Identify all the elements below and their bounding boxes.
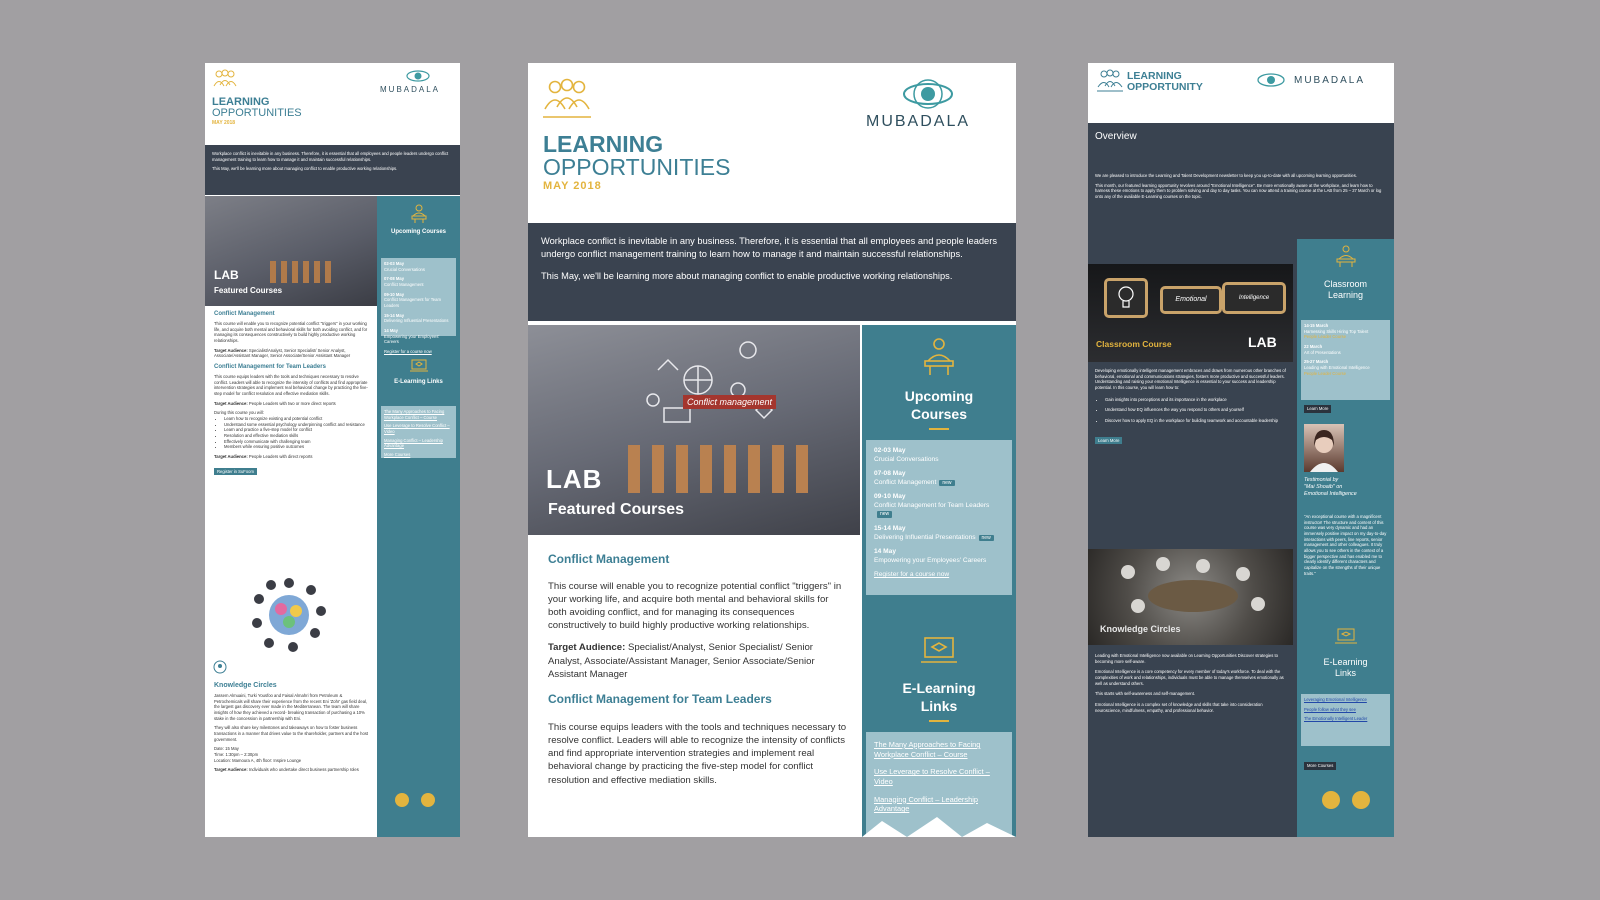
elearning-link[interactable]: Managing Conflict – Leadership Advantage <box>874 794 978 814</box>
elearning-link[interactable]: Leveraging Emotional Intelligence <box>1304 697 1367 702</box>
learn-more-button[interactable]: Learn More <box>1095 437 1122 445</box>
list-item: • Resolution and effective mediation skills <box>224 433 372 439</box>
upcoming-courses-heading-1: Upcoming <box>904 388 974 404</box>
laptop-icon <box>919 635 959 669</box>
classroom-round-icon[interactable] <box>1322 791 1340 809</box>
upcoming-courses-heading-2: Courses <box>910 406 968 422</box>
target-audience-label: Target Audience: <box>548 642 626 654</box>
upcoming-list <box>381 258 456 355</box>
during-course-label: During this course you will: <box>214 410 264 416</box>
heading-underline <box>929 428 949 430</box>
conflict-management-tag: Conflict management <box>683 395 776 409</box>
people-icon <box>212 69 238 91</box>
elearning-link[interactable]: People follow what they see <box>1304 706 1356 712</box>
testimonial-quote: "An exceptional course with a magnificent instructor! The structure and content of this course was very dynamic and had an immensely positive impact on my day-to-day interactions with peers, line reports, senior management and other colleagues. It truly allows you to see others in the context of a bigger perspective and has enabled me to clearly identify different characters and capitalize on the strengths of their unique traits." <box>1304 514 1387 576</box>
list-item: • Understand some essential psychology underpinning conflict and resistance <box>224 422 372 428</box>
laptop-icon <box>1334 627 1358 647</box>
list-item: • Members while ensuring positive outcomes <box>224 444 372 450</box>
course-description: This course will enable you to recognize potential conflict "triggers" in your working life, and acquire both mental and behavioral skills for both avoiding conflict, and for managing its consequences constructively to build highly productive working relationships. <box>548 580 842 632</box>
knowledge-circles-text: Emotional Intelligence is a core competency for every member of today's workforce. To deal with the complexities of work and relationships, individuals must be able to manage themselves emotionally as well as understand others. <box>1095 669 1284 686</box>
event-time: Time: 1:30pm – 2:30pm <box>214 752 259 758</box>
lightbulb-icon <box>1107 281 1145 315</box>
lab-logo: LAB <box>1248 334 1277 350</box>
elearning-links <box>1301 694 1390 746</box>
overview-text: We are pleased to introduce the Learning and Talent Development newsletter to keep you up-to-date with all upcoming learning opportunities. <box>1095 173 1357 178</box>
register-course-link[interactable]: Register for a course now <box>874 571 950 579</box>
intelligence-sign: Intelligence <box>1222 282 1286 314</box>
knowledge-circles-text: This starts with self-awareness and self-management. <box>1095 691 1196 697</box>
avatar <box>1304 424 1344 472</box>
intro-text-2: This May, we'll be learning more about managing conflict to enable productive working relationships. <box>212 166 398 172</box>
new-badge: new <box>939 480 954 487</box>
list-item: 25-27 March Leading with Emotional Intelligence People Leader Course <box>1304 359 1370 376</box>
register-course-link[interactable]: Register for a course now <box>384 349 432 355</box>
brand-name: MUBADALA <box>380 85 441 94</box>
header <box>1088 63 1394 123</box>
elearning-links <box>381 406 456 458</box>
list-item: 02-03 May Crucial Conversations <box>874 447 939 463</box>
dominoes-illustration <box>618 435 838 495</box>
lightbulb-sign <box>1104 278 1148 318</box>
laptop-icon <box>409 358 429 374</box>
dominoes-illustration <box>265 256 355 286</box>
list-item: 15-14 May Delivering Influential Presentations new <box>874 525 1004 542</box>
people-icon <box>1096 69 1124 93</box>
sidebar <box>1297 239 1394 837</box>
elearning-heading-1: E-Learning <box>902 680 976 696</box>
list-item: • Gain insights into perceptions and its importance in the workplace <box>1105 397 1287 403</box>
hero-image <box>528 325 860 535</box>
sidebar <box>377 196 460 837</box>
list-item: 14 May Empowering your Employees' Careers <box>874 548 987 564</box>
mubadala-logo-icon <box>900 77 956 111</box>
classroom-icon <box>410 204 428 224</box>
elearning-link[interactable]: Use Leverage to Resolve Conflict – Video <box>384 423 450 435</box>
course-title-conflict-management[interactable]: Conflict Management <box>548 552 670 566</box>
intro-text-2: This May, we'll be learning more about managing conflict to enable productive working relationships. <box>541 270 953 281</box>
lab-logo: LAB <box>214 268 239 282</box>
mubadala-logo-icon <box>1256 71 1286 89</box>
knowledge-circle-illustration <box>241 575 337 655</box>
meeting-illustration <box>1108 554 1278 624</box>
event-location: Location: Mamoura A, 4th floor: Inspire Lounge <box>214 757 302 763</box>
sidebar <box>862 325 1016 837</box>
classroom-course-text: Developing emotionally intelligent management embraces and draws from numerous other branches of behavioral, emotional and communications strategies, fosters more productive and successful leaders. Understanding and raising your emotional Intelligence is essential to your success and leadership potential. In this course, you will learn how to: <box>1095 368 1286 391</box>
knowledge-circles-text: Leading with Emotional Intelligence now available on Learning Opportunities Discover strategies to becoming more self-aware. <box>1095 653 1278 664</box>
classroom-icon <box>1335 245 1357 269</box>
classroom-list <box>1301 320 1390 400</box>
overview-heading: Overview <box>1095 131 1137 142</box>
classroom-learning-heading-1: Classroom <box>1323 279 1367 289</box>
list-item: • Understand how EQ influences the way you respond to others and yourself <box>1105 407 1287 413</box>
elearning-round-icon[interactable] <box>1352 791 1370 809</box>
knowledge-circles-label: Knowledge Circles <box>1100 624 1181 634</box>
event-date: Date: 15 May <box>214 746 239 752</box>
mubadala-logo-icon <box>405 69 431 83</box>
list-item: 09-10 May Conflict Management for Team Leaders new <box>874 493 990 518</box>
person-avatar-icon <box>1304 424 1344 472</box>
knowledge-circles-title: Knowledge Circles <box>214 682 277 689</box>
title-line-1: LEARNING <box>543 131 664 157</box>
list-item: • Discover how to apply EQ in the workplace for building teamwork and accountable leadership <box>1105 418 1287 424</box>
testimonial-heading: Testimonial by <box>1304 477 1339 483</box>
newsletter-left <box>205 63 460 837</box>
more-courses-link[interactable]: More Courses <box>384 452 411 458</box>
new-badge: new <box>979 535 994 542</box>
target-audience-label: Target Audience: <box>214 454 248 460</box>
testimonial-author: "Mai Shoaib" on <box>1304 484 1343 491</box>
emotional-intelligence-image <box>1088 264 1293 362</box>
upcoming-courses-heading: Upcoming Courses <box>390 229 446 235</box>
elearning-heading-2: Links <box>920 698 958 714</box>
course-title-conflict-management[interactable]: Conflict Management <box>214 311 275 317</box>
elearning-round-icon[interactable] <box>421 793 435 807</box>
target-audience: Specialist/Analyst, Senior Specialist/ Senior Analyst, Associate/Assistant Manager, Senior Associate/Senior Assistant Manager <box>214 347 351 359</box>
title-line-2: OPPORTUNITIES <box>543 154 731 180</box>
testimonial-topic: Emotional Intelligence <box>1304 491 1357 498</box>
brand-name: MUBADALA <box>866 113 971 130</box>
title-line-2: OPPORTUNITY <box>1127 81 1203 93</box>
classroom-round-icon[interactable] <box>395 793 409 807</box>
list-item: 02-03 May Crucial Conversations <box>384 261 425 272</box>
elearning-link[interactable]: The Emotionally Intelligent Leader <box>1304 716 1368 722</box>
elearning-heading-1: E-Learning <box>1323 657 1368 667</box>
people-icon <box>541 77 593 123</box>
list-item: • Learn how to recognize existing and potential conflict <box>224 416 372 422</box>
elearning-heading-2: Links <box>1334 668 1356 678</box>
title-line-1: LEARNING <box>212 96 270 108</box>
issue-date: MAY 2018 <box>543 180 602 192</box>
knowledge-circles-text: Jassem Almuaini, Turki Yousfoo and Faisal Almahri from Petroleum & Petrochemicals will share their experience from the recent Eni 'Zohr' gas field deal, the largest gas discovery ever made in the Mediterranean. The team will share insights of how they achieved a record- breaking transaction of purchasing a 10% stake in the concession in partnership with Eni. <box>214 693 368 721</box>
new-badge: new <box>877 511 892 518</box>
target-audience-label: Target Audience: <box>214 767 248 773</box>
knowledge-circles-icon <box>213 660 227 674</box>
brand-name: MUBADALA <box>1294 75 1366 86</box>
course-description: This course equips leaders with the tools and techniques necessary to resolve conflict. Leaders will able to recognize the intensity of conflicts and find appropriate intervention strategies and implement real behavioral change by practicing the five-step model for conflict resolution and effective mediation skills. <box>214 374 368 397</box>
title-line-2: OPPORTUNITIES <box>212 107 302 119</box>
list-item: • Effectively communicate with challenging team <box>224 439 372 445</box>
list-item: 09-10 May Conflict Management for Team Leaders <box>384 291 441 309</box>
list-item: 22 March Art of Presentations <box>1304 344 1341 355</box>
newsletter-middle <box>528 63 1016 837</box>
target-audience: People Leaders with two or more direct reports <box>248 400 336 406</box>
more-courses-button[interactable]: More Courses <box>1304 762 1336 770</box>
target-audience-label: Target Audience: <box>214 400 248 406</box>
list-item: 07-08 May Conflict Management new <box>874 470 1004 487</box>
target-audience: Specialist/Analyst, Senior Specialist/ Senior Analyst, Associate/Assistant Manager, Senior Associate/Senior Assistant Manager <box>548 642 815 680</box>
heading-underline <box>929 720 949 722</box>
overview-text: This month, our featured learning opportunity revolves around "Emotional Intelligence". Be more emotionally aware at the workplace, and learn how to harness these emotions to apply them to problem solving and day to day tasks. You can now attend a training course at the LAB from 25 – 27 March or log onto any of the available E-Learning courses on the topic. <box>1095 182 1382 200</box>
list-item: • Learn and practice a five-step model for conflict <box>224 427 372 433</box>
elearning-link[interactable]: Managing Conflict – Leadership Advantage <box>384 437 443 449</box>
elearning-link[interactable]: The Many Approaches to Facing Workplace Conflict – Course <box>384 409 445 420</box>
knowledge-circles-text: Emotional Intelligence is a complex set of knowledge and skills that take into consideration neuroscience, mindfulness, empathy, and professional behavior. <box>1095 702 1263 713</box>
lab-logo: LAB <box>546 464 603 494</box>
issue-date: MAY 2018 <box>212 120 236 126</box>
intro-text: Workplace conflict is inevitable in any business. Therefore, it is essential that all employees and people leaders undergo conflict management training to learn how to manage it and maintain successful relationships. <box>212 151 449 162</box>
list-item: 15-14 May Delivering Influential Presentations <box>384 312 449 324</box>
upcoming-list <box>866 440 1012 595</box>
title-line-1: LEARNING <box>1127 70 1182 82</box>
emotional-sign: Emotional <box>1160 286 1222 314</box>
list-item: 14-15 March Harnessing Skills Hiring Top Talent People Leader Course <box>1304 323 1369 340</box>
knowledge-circles-image <box>1088 549 1293 645</box>
list-item: 14 May Empowering your Employees' Careers <box>384 328 440 345</box>
elearning-link[interactable]: The Many Approaches to Facing Workplace Conflict – Course <box>874 740 981 759</box>
elearning-heading: E-Learning Links <box>394 379 443 385</box>
list-item: 07-08 May Conflict Management <box>384 276 424 288</box>
course-outcomes-list <box>1095 397 1287 424</box>
register-button[interactable]: Register in SuFoom <box>214 468 257 476</box>
classroom-course-label: Classroom Course <box>1096 339 1172 349</box>
target-audience: Individuals who undertake direct business partnership roles <box>248 767 359 773</box>
featured-courses-label: Featured Courses <box>548 501 685 518</box>
classroom-icon <box>921 337 957 377</box>
newsletter-right <box>1088 63 1394 837</box>
target-audience: People Leaders with direct reports <box>248 454 313 460</box>
target-audience-label: Target Audience: <box>214 347 248 353</box>
elearning-link[interactable]: Use Leverage to Resolve Conflict – Video <box>874 767 990 786</box>
course-title-team-leaders[interactable]: Conflict Management for Team Leaders <box>548 692 772 707</box>
knowledge-circles-text: They will also share key milestones and takeaways on how to foster business transactions in a manner that drives value to the shareholder, partners and the host government. <box>214 725 369 742</box>
course-description: This course equips leaders with the tools and techniques necessary to resolve conflict. Leaders will able to recognize the intensity of conflicts and find appropriate intervention strategies and implement real behavioral change by practicing the five-step model for conflict resolution and effective mediation skills. <box>548 721 847 786</box>
hero-image <box>205 196 377 306</box>
course-description: This course will enable you to recognize potential conflict "triggers" in your working life, and acquire both mental and behavioral skills for both avoiding conflict, and for managing its consequences constructively to build highly productive working relationships. <box>214 321 368 344</box>
course-outcomes-list <box>214 416 372 450</box>
featured-courses-label: Featured Courses <box>214 286 283 295</box>
course-title-team-leaders[interactable]: Conflict Management for Team Leaders <box>214 364 326 371</box>
intro-text: Workplace conflict is inevitable in any business. Therefore, it is essential that all employees and people leaders undergo conflict management training to learn how to manage it and maintain successful relationships. <box>541 236 997 259</box>
torn-edge-decoration <box>862 817 1016 837</box>
classroom-learning-heading-2: Learning <box>1327 290 1364 300</box>
learn-more-button[interactable]: Learn More <box>1304 405 1331 413</box>
